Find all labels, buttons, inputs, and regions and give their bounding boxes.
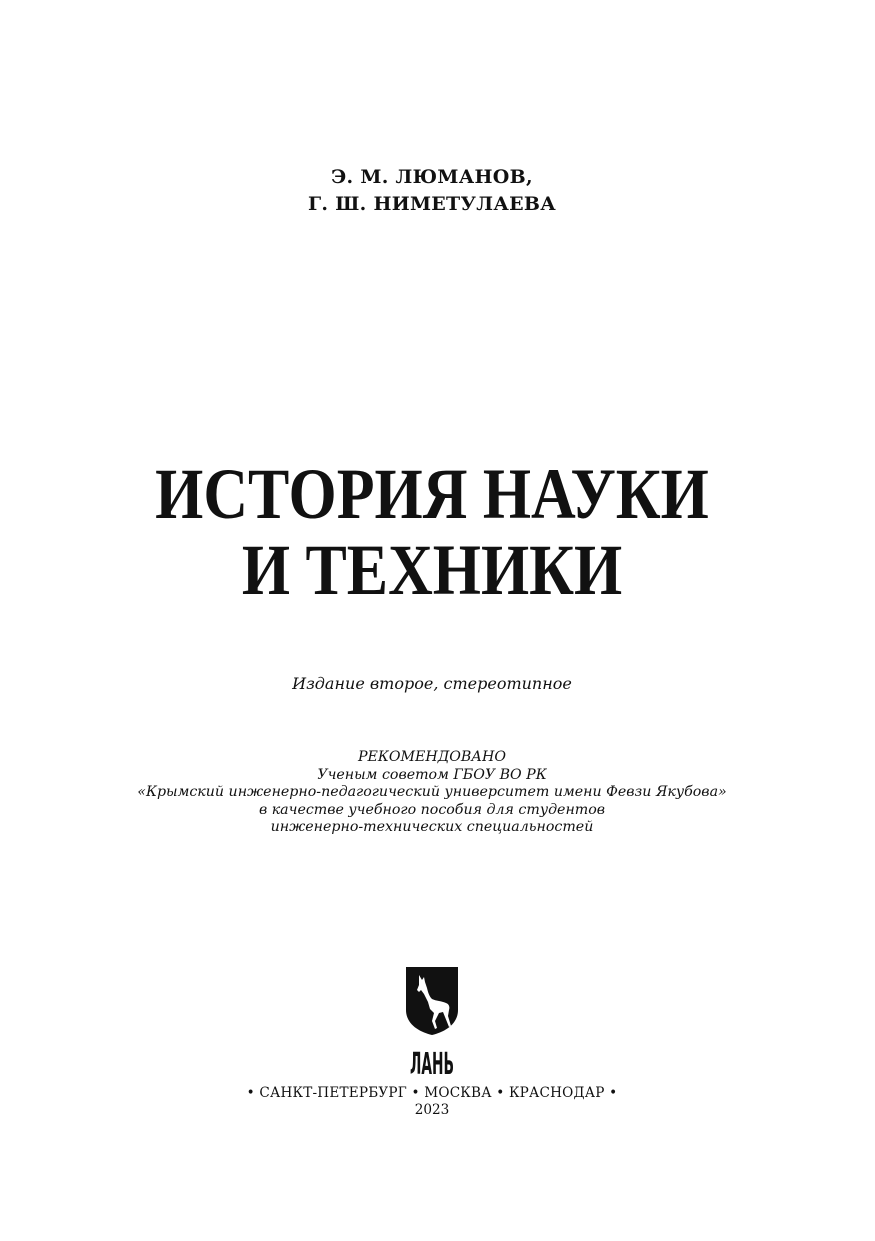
book-title: [60, 456, 803, 608]
book-title-line-2: И ТЕХНИКИ: [241, 530, 623, 610]
publisher-wordmark: [405, 1036, 459, 1080]
recommendation-block: [0, 749, 864, 837]
edition-note: Издание второе, стереотипное: [292, 674, 572, 693]
publication-year: 2023: [414, 1102, 450, 1118]
author-2: Г. Ш. НИМЕТУЛАЕВА: [307, 193, 557, 215]
deer-shield-icon: [405, 966, 459, 1036]
publisher-logo-text: ЛАНЬ: [410, 1047, 454, 1082]
publisher-logo: [405, 966, 459, 1083]
recommendation-line-4: в качестве учебного пособия для студентов: [258, 801, 606, 818]
recommendation-line-3: «Крымский инженерно-педагогический университет имени Февзи Якубова»: [137, 784, 727, 800]
author-1: Э. М. ЛЮМАНОВ,: [331, 166, 533, 188]
book-title-line-1: ИСТОРИЯ НАУКИ: [155, 454, 709, 534]
authors: [0, 164, 864, 218]
recommendation-line-1: РЕКОМЕНДОВАНО: [357, 749, 507, 765]
recommendation-line-5: инженерно-технических специальностей: [270, 819, 594, 835]
recommendation-line-2: Ученым советом ГБОУ ВО РК: [317, 766, 547, 783]
publisher-cities: • САНКТ-ПЕТЕРБУРГ • МОСКВА • КРАСНОДАР •: [246, 1085, 618, 1101]
